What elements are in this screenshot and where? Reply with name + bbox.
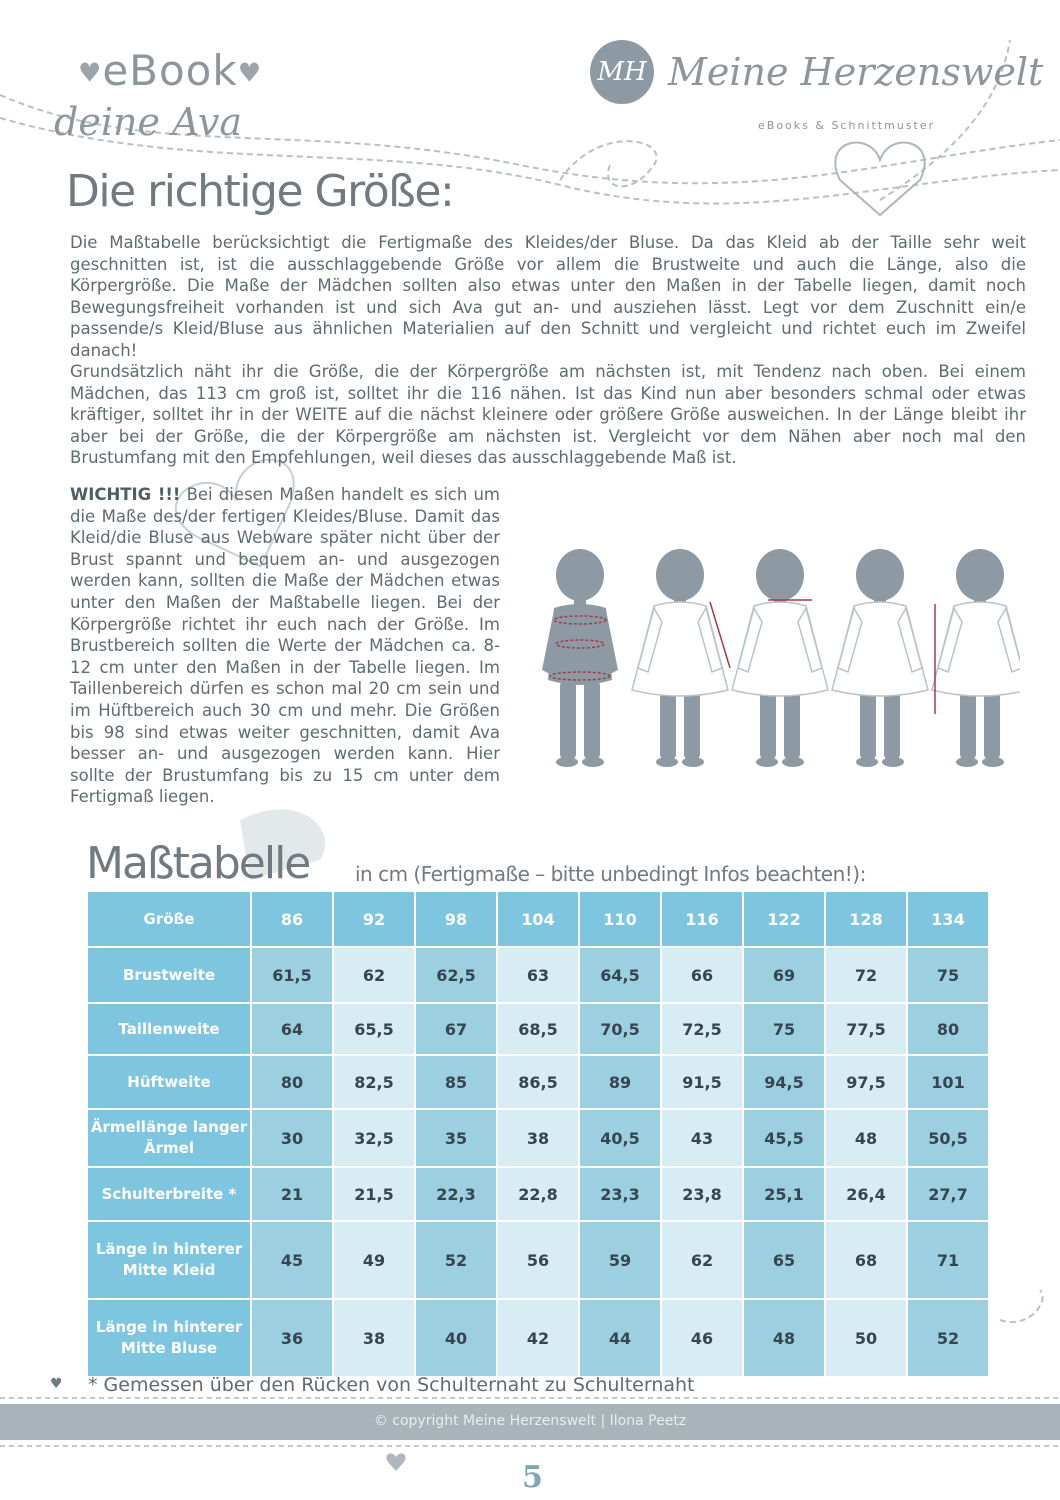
table-row <box>88 1056 988 1108</box>
important-note <box>70 484 500 808</box>
size-header-cell: 116 <box>662 892 742 946</box>
ebook-subtitle: deine Ava <box>54 100 243 144</box>
size-header-cell: 110 <box>580 892 660 946</box>
size-header-cell: 134 <box>908 892 988 946</box>
table-cell: 75 <box>744 1004 824 1054</box>
brand-label: eBook <box>102 46 238 95</box>
logo-tagline: eBooks & Schnittmuster <box>758 119 936 132</box>
important-text: Bei diesen Maßen handelt es sich um die Maße des/der fertigen Kleides/Bluse. Damit das Kleid/die Bluse aus Webware später nicht über der Brust spannt und bequem an- und ausgezogen werden kann, sollten die Maße der Mädchen etwas unter den Maßen der Maßtabelle liegen. Bei der Körpergröße richtet ihr euch nach der Größe. Im Brustbereich sollten die Werte der Mädchen ca. 8-12 cm unter den Maßen in der Tabelle liegen. Im Taillenbereich dürfen es schon mal 20 cm sein und im Hüftbereich auch 30 cm und mehr. Die Größen bis 98 sind etwas weiter geschnitten, damit Ava besser an- und ausgezogen werden kann. Hier sollte der Brustumfang bis zu 15 cm unter dem Fertigmaß liegen. <box>70 485 500 807</box>
table-cell: 65,5 <box>334 1004 414 1054</box>
size-table-title: Maßtabelle <box>86 838 310 889</box>
table-cell: 69 <box>744 948 824 1002</box>
size-table-caption: in cm (Fertigmaße – bitte unbedingt Infos beachten!): <box>355 862 866 886</box>
row-label: Hüftweite <box>88 1056 250 1108</box>
table-cell: 66 <box>662 948 742 1002</box>
table-cell: 82,5 <box>334 1056 414 1108</box>
table-row <box>88 1300 988 1376</box>
table-cell: 77,5 <box>826 1004 906 1054</box>
table-cell: 30 <box>252 1110 332 1166</box>
intro-paragraph: Grundsätzlich näht ihr die Größe, die der Körpergröße am nächsten ist, mit Tendenz nach oben. Bei einem Mädchen, das 113 cm groß ist, solltet ihr die 116 nähen. Ist das Kind nun aber besonders schmal oder etwas kräftiger, solltet ihr in der WEITE auf die nächst kleinere oder größere Größe ausweichen. In der Länge bleibt ihr aber bei der Größe, die der Körpergröße am nächsten ist. Vergleicht vor dem Nähen aber noch mal den Brustumfang mit den Empfehlungen, weil dieses das ausschlaggebende Maß ist. <box>70 362 1026 467</box>
heart-icon: ♥ <box>237 58 262 89</box>
logo-mark: MH <box>590 40 654 104</box>
table-cell: 45 <box>252 1222 332 1298</box>
table-cell: 40 <box>416 1300 496 1376</box>
table-cell: 68 <box>826 1222 906 1298</box>
page-number: 5 <box>522 1460 543 1495</box>
table-cell: 64 <box>252 1004 332 1054</box>
table-cell: 21 <box>252 1168 332 1220</box>
table-cell: 38 <box>498 1110 578 1166</box>
table-cell: 80 <box>252 1056 332 1108</box>
size-table <box>86 890 990 1378</box>
table-cell: 52 <box>908 1300 988 1376</box>
table-cell: 26,4 <box>826 1168 906 1220</box>
table-cell: 43 <box>662 1110 742 1166</box>
table-cell: 35 <box>416 1110 496 1166</box>
table-cell: 75 <box>908 948 988 1002</box>
heart-icon: ♥ <box>50 1376 63 1392</box>
row-label: Brustweite <box>88 948 250 1002</box>
row-label: Länge in hinterer Mitte Bluse <box>88 1300 250 1376</box>
table-cell: 101 <box>908 1056 988 1108</box>
row-label: Taillenweite <box>88 1004 250 1054</box>
size-header-cell: 92 <box>334 892 414 946</box>
table-cell: 52 <box>416 1222 496 1298</box>
size-header-cell: 128 <box>826 892 906 946</box>
table-cell: 45,5 <box>744 1110 824 1166</box>
table-cell: 85 <box>416 1056 496 1108</box>
table-cell: 70,5 <box>580 1004 660 1054</box>
table-row <box>88 1110 988 1166</box>
table-cell: 23,8 <box>662 1168 742 1220</box>
table-cell: 46 <box>662 1300 742 1376</box>
table-row <box>88 948 988 1002</box>
table-row <box>88 1004 988 1054</box>
table-cell: 86,5 <box>498 1056 578 1108</box>
table-cell: 23,3 <box>580 1168 660 1220</box>
table-footnote: * Gemessen über den Rücken von Schulternaht zu Schulternaht <box>88 1374 695 1396</box>
row-label: Schulterbreite * <box>88 1168 250 1220</box>
table-cell: 22,8 <box>498 1168 578 1220</box>
table-cell: 49 <box>334 1222 414 1298</box>
table-cell: 48 <box>826 1110 906 1166</box>
table-cell: 50 <box>826 1300 906 1376</box>
table-cell: 42 <box>498 1300 578 1376</box>
ebook-brand <box>78 46 262 95</box>
table-cell: 72 <box>826 948 906 1002</box>
row-label: Ärmellänge langer Ärmel <box>88 1110 250 1166</box>
table-cell: 62 <box>334 948 414 1002</box>
table-cell: 44 <box>580 1300 660 1376</box>
table-cell: 56 <box>498 1222 578 1298</box>
size-header-cell: 98 <box>416 892 496 946</box>
logo-name: Meine Herzenswelt <box>668 50 1044 94</box>
table-row <box>88 1168 988 1220</box>
table-cell: 97,5 <box>826 1056 906 1108</box>
table-cell: 48 <box>744 1300 824 1376</box>
size-header-cell: 104 <box>498 892 578 946</box>
table-cell: 68,5 <box>498 1004 578 1054</box>
table-cell: 38 <box>334 1300 414 1376</box>
table-cell: 91,5 <box>662 1056 742 1108</box>
table-cell: 25,1 <box>744 1168 824 1220</box>
measurement-figures <box>540 540 1020 780</box>
size-header-label: Größe <box>88 892 250 946</box>
table-cell: 67 <box>416 1004 496 1054</box>
table-cell: 36 <box>252 1300 332 1376</box>
table-cell: 64,5 <box>580 948 660 1002</box>
table-row <box>88 1222 988 1298</box>
table-cell: 21,5 <box>334 1168 414 1220</box>
page-title: Die richtige Größe: <box>66 166 454 217</box>
size-header-row <box>88 892 988 946</box>
table-cell: 62,5 <box>416 948 496 1002</box>
table-cell: 62 <box>662 1222 742 1298</box>
intro-paragraph: Die Maßtabelle berücksichtigt die Fertigmaße des Kleides/der Bluse. Da das Kleid ab der Taille sehr weit geschnitten ist, ist die ausschlaggebende Größe vor allem die Brustweite und auch die Länge, also die Körpergröße. Die Maße der Mädchen sollten also etwas unter den Maßen in der Tabelle liegen, damit noch Bewegungsfreiheit vorhanden ist und sich Ava gut an- und ausziehen lässt. Legt vor dem Zuschnitt ein/e passende/s Kleid/Bluse aus ähnlichen Materialien auf den Schnitt und vergleicht und richtet euch im Zweifel danach! <box>70 233 1026 360</box>
table-cell: 72,5 <box>662 1004 742 1054</box>
table-cell: 27,7 <box>908 1168 988 1220</box>
table-cell: 63 <box>498 948 578 1002</box>
table-cell: 50,5 <box>908 1110 988 1166</box>
table-cell: 80 <box>908 1004 988 1054</box>
intro-text <box>70 232 1026 469</box>
size-header-cell: 86 <box>252 892 332 946</box>
table-cell: 65 <box>744 1222 824 1298</box>
copyright-text: © copyright Meine Herzenswelt | Ilona Peetz <box>373 1413 687 1429</box>
table-cell: 61,5 <box>252 948 332 1002</box>
table-cell: 22,3 <box>416 1168 496 1220</box>
table-cell: 40,5 <box>580 1110 660 1166</box>
heart-icon: ♥ <box>78 58 103 89</box>
important-label: WICHTIG !!! <box>70 485 181 504</box>
table-cell: 71 <box>908 1222 988 1298</box>
table-cell: 32,5 <box>334 1110 414 1166</box>
size-header-cell: 122 <box>744 892 824 946</box>
table-cell: 89 <box>580 1056 660 1108</box>
table-cell: 59 <box>580 1222 660 1298</box>
row-label: Länge in hinterer Mitte Kleid <box>88 1222 250 1298</box>
table-cell: 94,5 <box>744 1056 824 1108</box>
